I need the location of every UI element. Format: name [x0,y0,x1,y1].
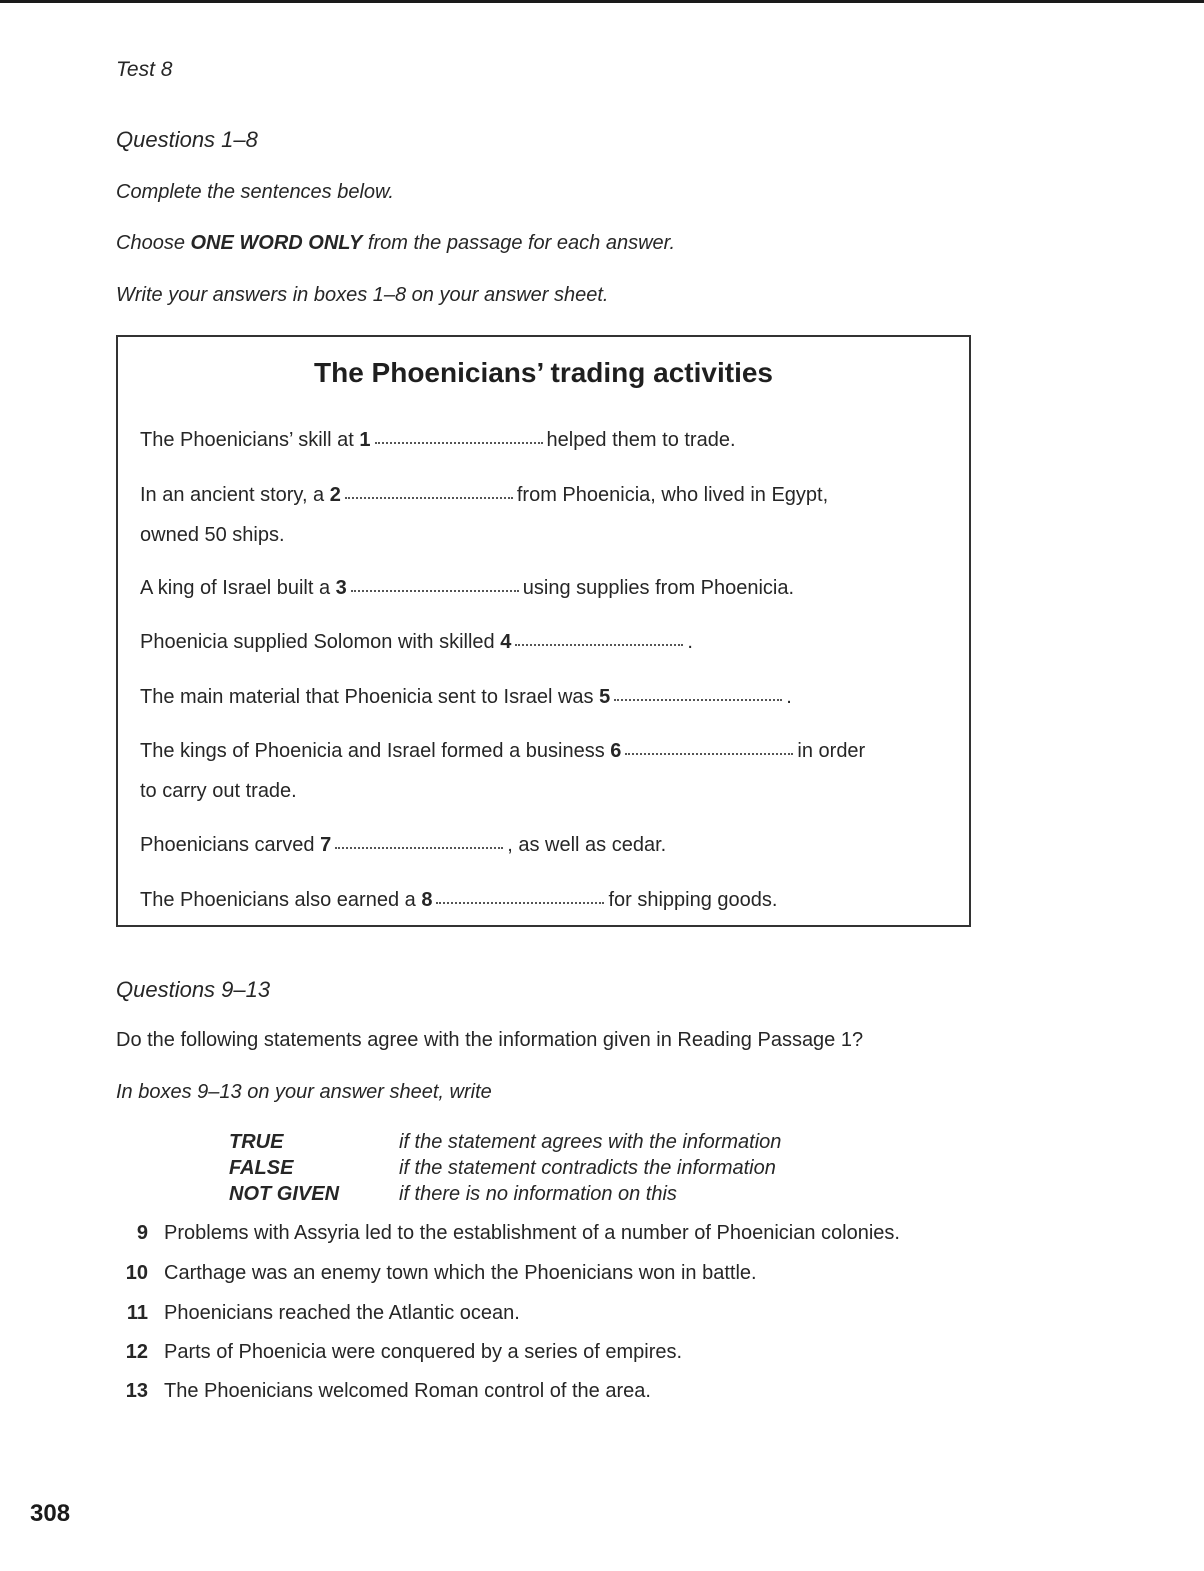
instruction-agree: Do the following statements agree with the information given in Reading Passage 1? [116,1029,864,1051]
legend-false [229,1157,776,1180]
answer-blank-5[interactable] [614,698,782,701]
sentence-2: In an ancient story, a 2 from Phoenicia, who lived in Egypt, [140,484,829,506]
sentence-6-continued: to carry out trade. [140,780,297,802]
legend-key: TRUE [229,1131,284,1153]
instruction-complete: Complete the sentences below. [116,181,394,203]
answer-blank-1[interactable] [375,441,543,444]
sentence-5: The main material that Phoenicia sent to Israel was 5 . [140,686,792,708]
answer-blank-2[interactable] [345,496,513,499]
statement-13 [116,1380,651,1403]
legend-key: FALSE [229,1157,294,1179]
test-label: Test 8 [116,58,173,81]
page-number: 308 [30,1500,71,1527]
statement-text: Problems with Assyria led to the establishment of a number of Phoenician colonies. [164,1222,900,1244]
answer-blank-8[interactable] [436,901,604,904]
statement-text: Parts of Phoenicia were conquered by a series of empires. [164,1341,683,1363]
sentence-1: The Phoenicians’ skill at 1 helped them to trade. [140,429,736,451]
sentence-7: Phoenicians carved 7 , as well as cedar. [140,834,667,856]
instruction-write: Write your answers in boxes 1–8 on your answer sheet. [116,284,609,306]
instruction-boxes: In boxes 9–13 on your answer sheet, write [116,1081,492,1103]
statement-number: 11 [126,1302,148,1324]
legend-true [229,1131,781,1154]
box-title: The Phoenicians’ trading activities [313,357,774,388]
questions-9-13-heading: Questions 9–13 [116,977,271,1002]
legend-desc: if the statement contradicts the information [399,1157,776,1179]
top-rule [0,0,1204,3]
legend-desc: if there is no information on this [399,1183,677,1205]
legend-not-given [229,1183,677,1206]
statement-text: Carthage was an enemy town which the Phoenicians won in battle. [164,1262,757,1284]
statement-number: 9 [136,1222,148,1244]
statement-12 [116,1341,682,1364]
legend-desc: if the statement agrees with the information [399,1131,782,1153]
instruction-choose: Choose ONE WORD ONLY from the passage for each answer. [116,232,676,254]
statement-9 [116,1222,900,1245]
sentence-3: A king of Israel built a 3 using supplies from Phoenicia. [140,577,795,599]
sentence-8: The Phoenicians also earned a 8 for shipping goods. [140,889,778,911]
statement-text: The Phoenicians welcomed Roman control of the area. [164,1380,651,1402]
sentence-2-continued: owned 50 ships. [140,524,285,546]
statement-number: 13 [125,1380,148,1402]
answer-blank-6[interactable] [625,752,793,755]
statement-10 [116,1262,757,1285]
statement-number: 10 [125,1262,148,1284]
answer-blank-7[interactable] [335,846,503,849]
answer-blank-4[interactable] [515,643,683,646]
sentence-4: Phoenicia supplied Solomon with skilled 4 . [140,631,693,653]
sentence-completion-box [116,335,971,927]
answer-blank-3[interactable] [351,589,519,592]
statement-number: 12 [125,1341,148,1363]
sentence-6: The kings of Phoenicia and Israel formed a business 6 in order [140,740,866,762]
legend-key: NOT GIVEN [229,1183,340,1205]
statement-11 [116,1302,520,1325]
statement-text: Phoenicians reached the Atlantic ocean. [164,1302,520,1324]
questions-1-8-heading: Questions 1–8 [116,127,258,152]
